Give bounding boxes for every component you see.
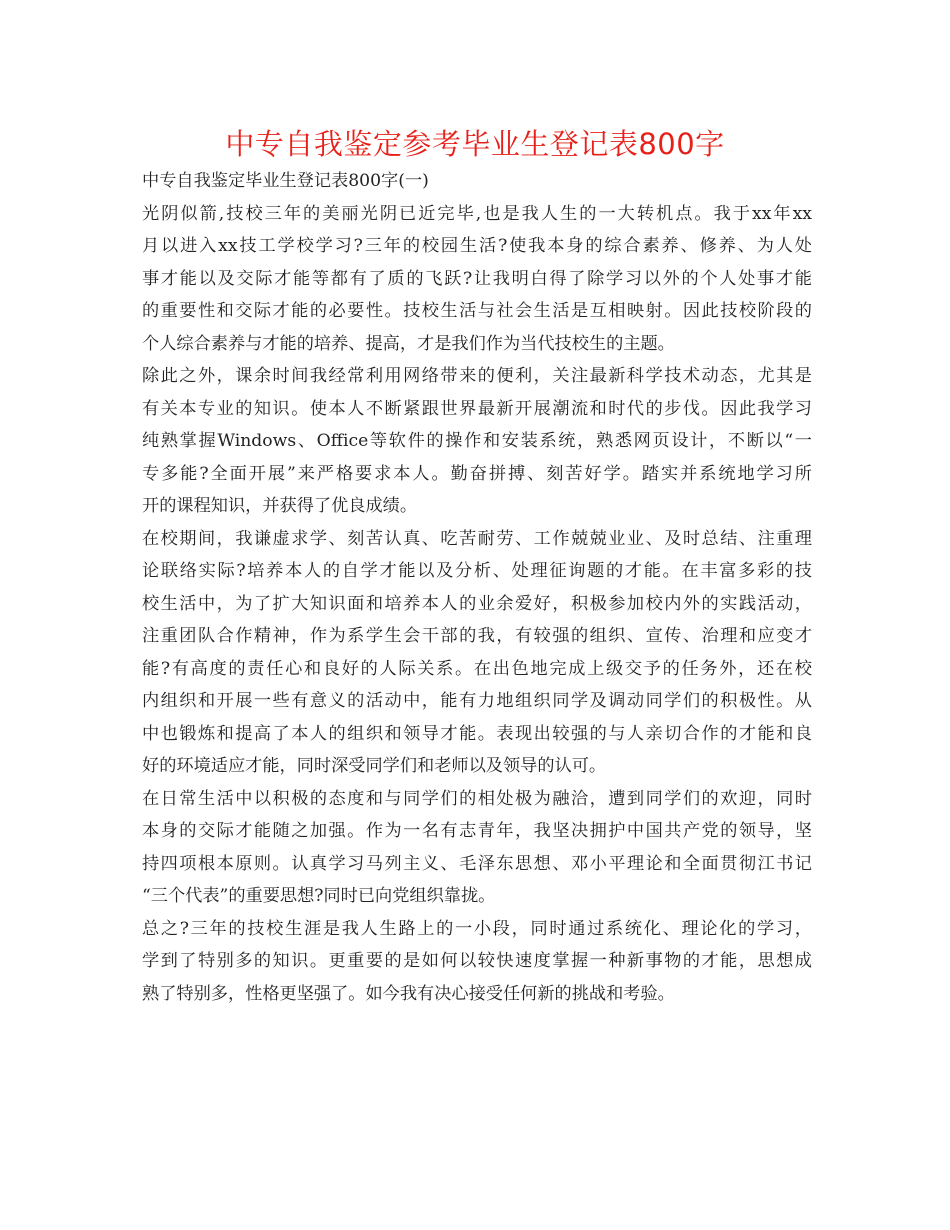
text-line: 纯熟掌握Windows、Office等软件的操作和安装系统，熟悉网页设计，不断以“一 — [142, 431, 812, 451]
text-line: 光阴似箭,技校三年的美丽光阴已近完毕,也是我人生的一大转机点。我于xx年xx — [142, 203, 812, 224]
text-line: 学到了特别多的知识。更重要的是如何以较快速度掌握一种新事物的才能，思想成 — [142, 951, 812, 971]
text-line: 中专自我鉴定毕业生登记表800字(一) — [142, 171, 429, 191]
text-line: 月以进入xx技工学校学习?三年的校园生活?使我本身的综合素养、修养、为人处 — [142, 236, 812, 256]
document-title: 中专自我鉴定参考毕业生登记表800字 — [225, 127, 725, 161]
text-line: 好的环境适应才能，同时深受同学们和老师以及领导的认可。 — [142, 756, 607, 776]
text-line: 注重团队合作精神，作为系学生会干部的我，有较强的组织、宣传、治理和应变才 — [142, 626, 812, 646]
text-line: 事才能以及交际才能等都有了质的飞跃?让我明白得了除学习以外的个人处事才能 — [142, 268, 812, 289]
text-line: 论联络实际?培养本人的自学才能以及分析、处理征询题的才能。在丰富多彩的技 — [142, 561, 812, 581]
text-line: 熟了特别多，性格更坚强了。如今我有决心接受任何新的挑战和考验。 — [142, 983, 675, 1004]
text-line: 在日常生活中以积极的态度和与同学们的相处极为融洽，遭到同学们的欢迎，同时 — [142, 788, 812, 809]
text-line: 总之?三年的技校生涯是我人生路上的一小段，同时通过系统化、理论化的学习， — [142, 918, 812, 939]
text-line: 的重要性和交际才能的必要性。技校生活与社会生活是互相映射。因此技校阶段的 — [142, 301, 812, 321]
text-line: 本身的交际才能随之加强。作为一名有志青年，我坚决拥护中国共产党的领导，坚 — [142, 821, 812, 841]
text-line: 持四项根本原则。认真学习马列主义、毛泽东思想、邓小平理论和全面贯彻江书记 — [142, 853, 812, 874]
document-body — [142, 165, 812, 1010]
text-line: 开的课程知识，并获得了优良成绩。 — [142, 496, 418, 516]
text-line: 个人综合素养与才能的培养、提高，才是我们作为当代技校生的主题。 — [142, 333, 675, 354]
text-line: 内组织和开展一些有意义的活动中，能有力地组织同学及调动同学们的积极性。从 — [142, 691, 812, 711]
text-line: 专多能?全面开展”来严格要求本人。勤奋拼搏、刻苦好学。踏实并系统地学习所 — [142, 463, 812, 484]
text-line: 中也锻炼和提高了本人的组织和领导才能。表现出较强的与人亲切合作的才能和良 — [142, 723, 812, 744]
text-line: 除此之外，课余时间我经常利用网络带来的便利，关注最新科学技术动态，尤其是 — [142, 366, 812, 386]
text-line: 校生活中，为了扩大知识面和培养本人的业余爱好，积极参加校内外的实践活动， — [142, 593, 812, 614]
text-line: 能?有高度的责任心和良好的人际关系。在出色地完成上级交予的任务外，还在校 — [142, 658, 812, 679]
text-line: 在校期间，我谦虚求学、刻苦认真、吃苦耐劳、工作兢兢业业、及时总结、注重理 — [142, 528, 812, 549]
text-line: 有关本专业的知识。使本人不断紧跟世界最新开展潮流和时代的步伐。因此我学习 — [142, 398, 812, 419]
text-line: “三个代表”的重要思想?同时已向党组织靠拢。 — [142, 886, 496, 906]
